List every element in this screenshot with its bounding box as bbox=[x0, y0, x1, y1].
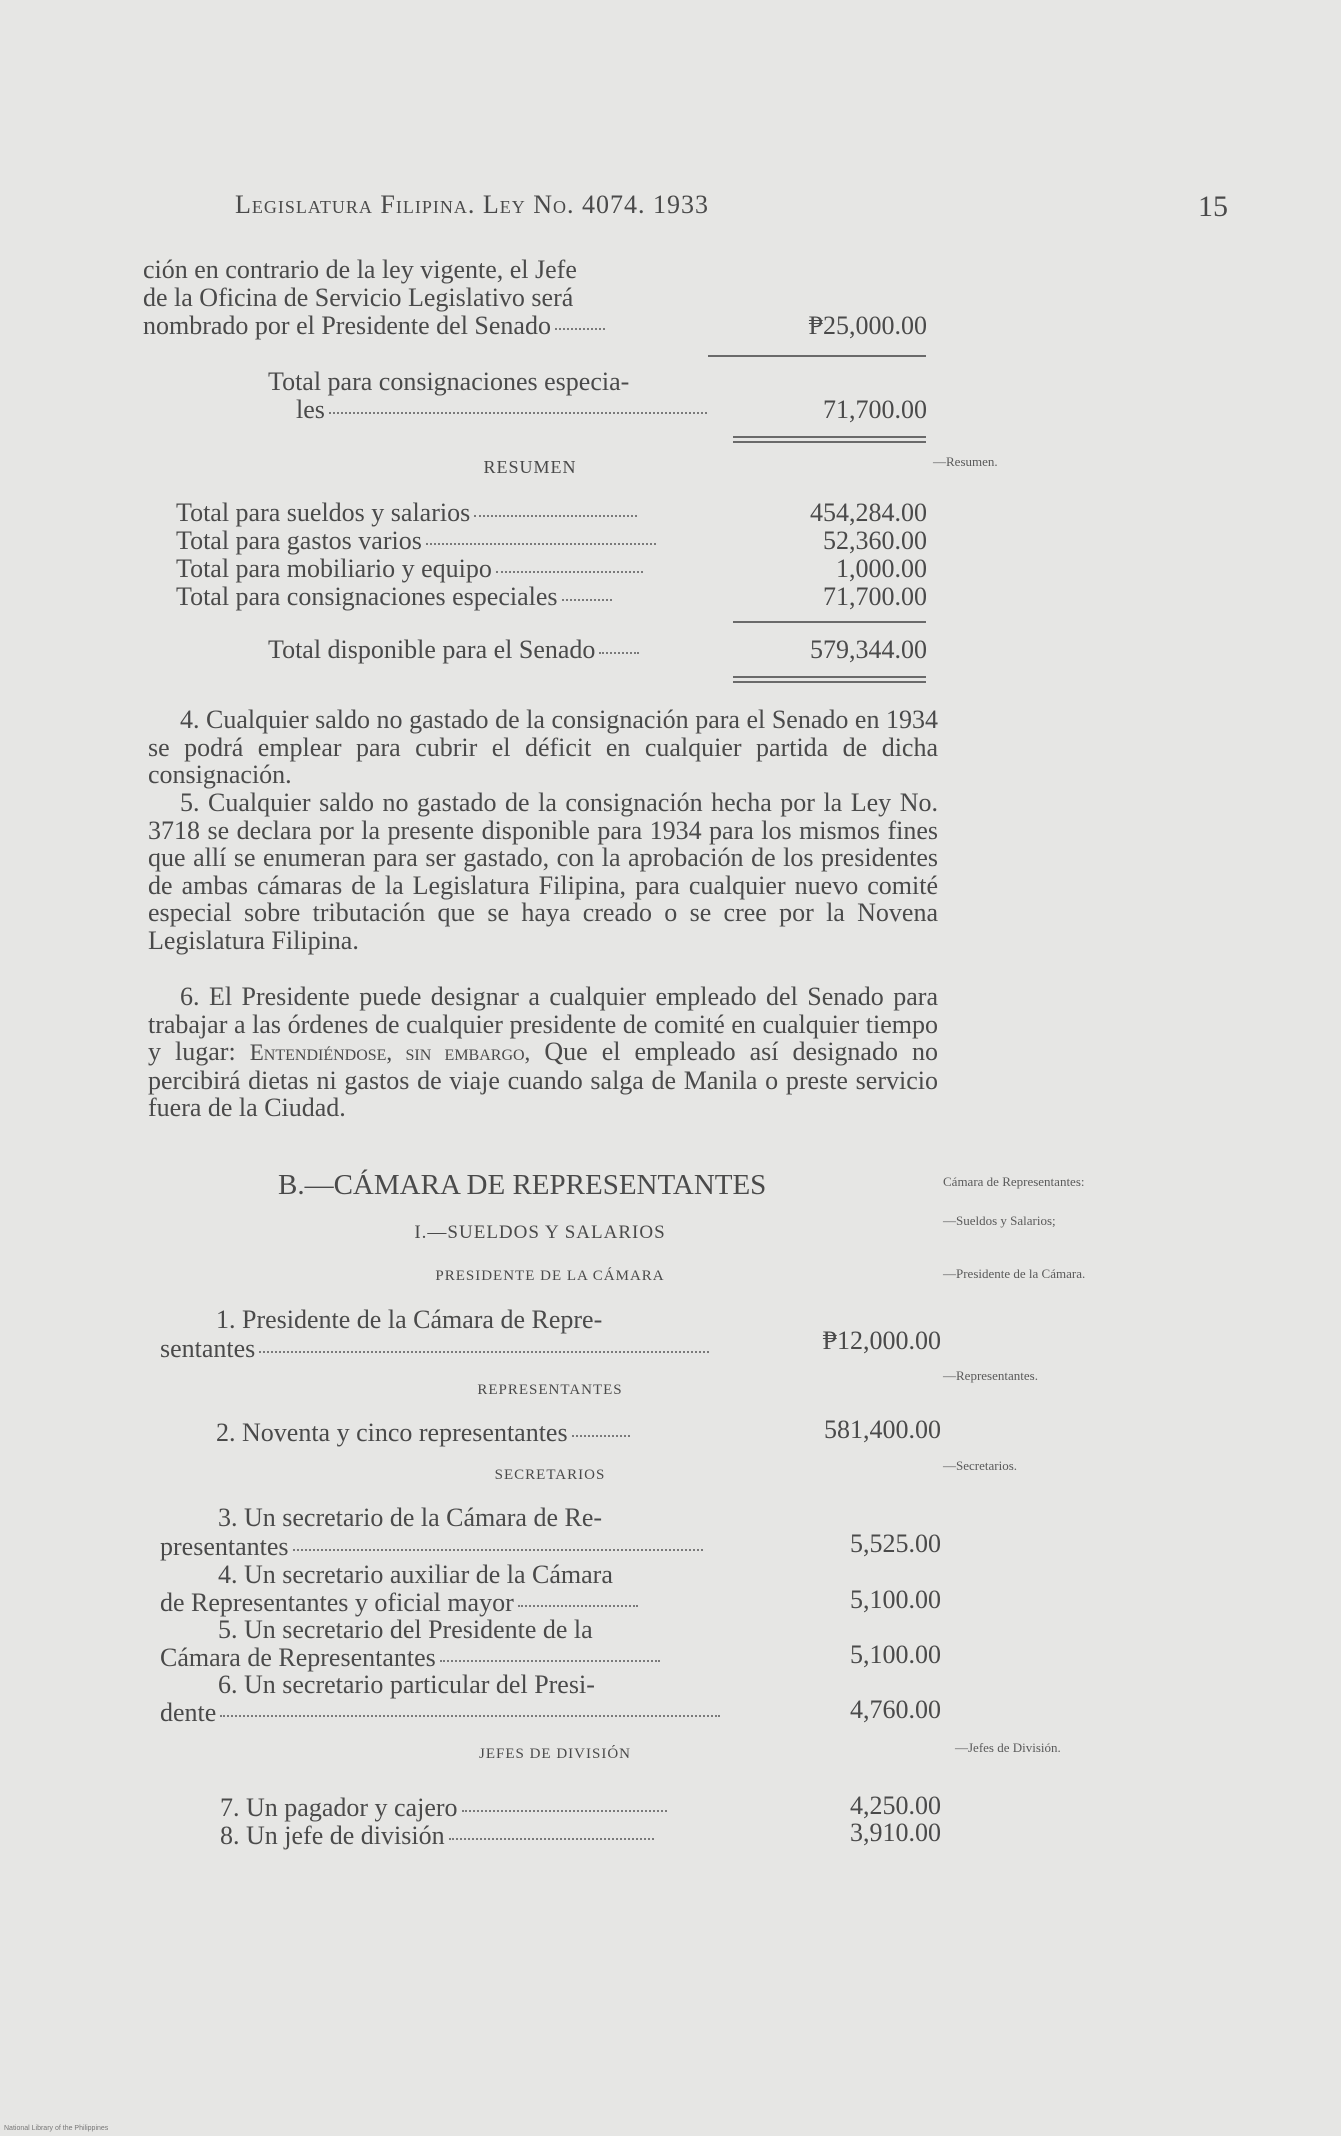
resumen-heading: RESUMEN bbox=[483, 457, 577, 477]
proviso-small-caps: Entendiéndose, sin embargo, bbox=[249, 1040, 531, 1066]
paragraph-6: 6. El Presidente puede designar a cualquier empleado del Senado para trabajar a las órdenes de cualquier presidente de comité en cualquier tiempo y lugar: Entendiéndose, sin embargo, Que el empleado así designado no percibirá dietas ni gastos de viaje cuando salga de Manila o preste servicio fuera de la Ciudad. bbox=[148, 982, 939, 1123]
item-2: 2. Noventa y cinco representantes bbox=[216, 1418, 630, 1448]
item-4-line-1: 4. Un secretario auxiliar de la Cámara bbox=[218, 1560, 613, 1589]
top-item-amount: ₱25,000.00 bbox=[808, 311, 927, 340]
item-6-line-1: 6. Un secretario particular del Presi- bbox=[218, 1670, 595, 1699]
top-item-line-3: nombrado por el Presidente del Senado bbox=[143, 311, 605, 341]
total-especiales-line-2: les bbox=[296, 395, 707, 425]
heading-representantes: REPRESENTANTES bbox=[477, 1382, 623, 1398]
top-item-line-2: de la Oficina de Servicio Legislativo será bbox=[143, 283, 574, 312]
item-8-amount: 3,910.00 bbox=[850, 1818, 941, 1847]
item-5-line-1: 5. Un secretario del Presidente de la bbox=[218, 1615, 593, 1644]
item-8: 8. Un jefe de división bbox=[220, 1821, 654, 1851]
item-6-line-2: dente bbox=[160, 1698, 720, 1728]
item-6-amount: 4,760.00 bbox=[850, 1695, 941, 1724]
resumen-row-1: Total para sueldos y salarios bbox=[176, 498, 637, 528]
item-5-amount: 5,100.00 bbox=[850, 1640, 941, 1669]
rule bbox=[733, 621, 926, 623]
heading-presidente: PRESIDENTE DE LA CÁMARA bbox=[435, 1268, 665, 1284]
margin-note-presidente: —Presidente de la Cámara. bbox=[943, 1266, 1086, 1281]
running-header: Legislatura Filipina. Ley No. 4074. 1933 bbox=[235, 190, 709, 219]
page-number: 15 bbox=[1198, 190, 1228, 223]
item-1-amount: ₱12,000.00 bbox=[822, 1326, 941, 1355]
double-rule-bottom bbox=[733, 681, 926, 683]
resumen-row-2: Total para gastos varios bbox=[176, 526, 656, 556]
item-3-line-1: 3. Un secretario de la Cámara de Re- bbox=[218, 1503, 603, 1532]
resumen-amount-4: 71,700.00 bbox=[823, 582, 927, 611]
section-title-camara: B.—CÁMARA DE REPRESENTANTES bbox=[278, 1169, 767, 1201]
item-7: 7. Un pagador y cajero bbox=[220, 1793, 667, 1823]
resumen-amount-3: 1,000.00 bbox=[836, 554, 927, 583]
total-especiales-line-1: Total para consignaciones especia- bbox=[268, 367, 630, 396]
margin-note-jefes: —Jefes de División. bbox=[955, 1740, 1061, 1755]
margin-note-camara: Cámara de Representantes: bbox=[943, 1174, 1085, 1189]
margin-note-resumen: —Resumen. bbox=[933, 454, 998, 469]
item-1-line-2: sentantes bbox=[160, 1334, 709, 1364]
paragraph-4: 4. Cualquier saldo no gastado de la consignación para el Senado en 1934 se podrá emplear para cubrir el déficit en cualquier partida de dicha consignación. bbox=[148, 705, 938, 790]
item-3-amount: 5,525.00 bbox=[850, 1529, 941, 1558]
top-item-line-1: ción en contrario de la ley vigente, el Jefe bbox=[143, 255, 577, 284]
double-rule-bottom bbox=[733, 441, 926, 443]
total-disponible-label: Total disponible para el Senado bbox=[268, 635, 639, 665]
item-7-amount: 4,250.00 bbox=[850, 1791, 941, 1820]
item-4-amount: 5,100.00 bbox=[850, 1585, 941, 1614]
item-1-line-1: 1. Presidente de la Cámara de Repre- bbox=[216, 1305, 603, 1334]
resumen-amount-2: 52,360.00 bbox=[823, 526, 927, 555]
footer-credit: National Library of the Philippines bbox=[4, 2125, 109, 2132]
total-especiales-amount: 71,700.00 bbox=[823, 395, 927, 424]
margin-note-secretarios: —Secretarios. bbox=[943, 1458, 1018, 1473]
item-5-line-2: Cámara de Representantes bbox=[160, 1643, 660, 1673]
total-disponible-amount: 579,344.00 bbox=[810, 635, 927, 664]
item-2-amount: 581,400.00 bbox=[824, 1415, 941, 1444]
item-3-line-2: presentantes bbox=[160, 1532, 703, 1562]
rule bbox=[708, 355, 926, 357]
heading-jefes: JEFES DE DIVISIÓN bbox=[479, 1746, 631, 1762]
margin-note-sueldos: —Sueldos y Salarios; bbox=[943, 1213, 1056, 1228]
resumen-row-3: Total para mobiliario y equipo bbox=[176, 554, 643, 584]
item-4-line-2: de Representantes y oficial mayor bbox=[160, 1588, 638, 1618]
heading-secretarios: SECRETARIOS bbox=[494, 1467, 606, 1483]
resumen-row-4: Total para consignaciones especiales bbox=[176, 582, 612, 612]
margin-note-representantes: —Representantes. bbox=[943, 1368, 1038, 1383]
double-rule-top bbox=[733, 676, 926, 678]
resumen-amount-1: 454,284.00 bbox=[810, 498, 927, 527]
paragraph-5: 5. Cualquier saldo no gastado de la consignación hecha por la Ley No. 3718 se declara por la presente disponible para 1934 para los mismos fines que allí se enumeran para ser gastado, con la aprobación de los presidentes de ambas cámaras de la Legislatura Filipina, para cualquier nuevo comité especial sobre tributación que se haya creado o se cree por la Novena Legislatura Filipina. bbox=[148, 788, 938, 955]
subsection-sueldos: I.—SUELDOS Y SALARIOS bbox=[414, 1222, 666, 1243]
double-rule-top bbox=[733, 436, 926, 438]
